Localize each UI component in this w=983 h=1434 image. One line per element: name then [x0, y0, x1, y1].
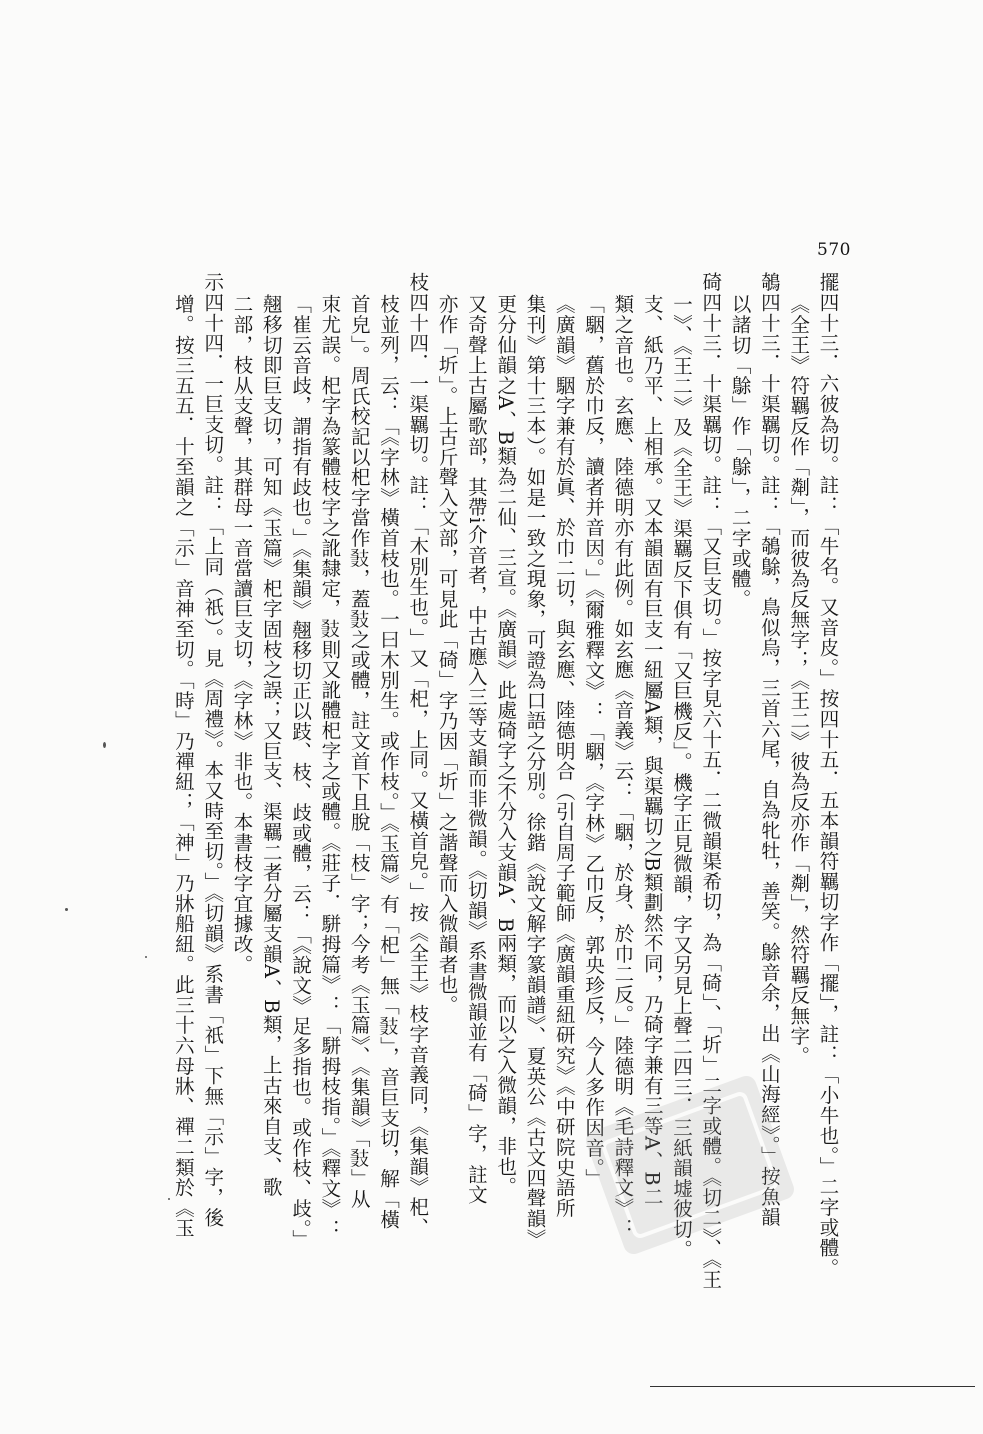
- text-column: 類之音也。玄應、陸德明亦有此例。如玄應《音義》云：「駰，於身、於巾二反。」陸德明《毛詩釋文》：: [611, 294, 635, 1239]
- text-column: 二部，枝从支聲，其群母一音當讀巨支切，《字林》非也。本書枝字宜據改。: [230, 294, 254, 975]
- scan-speck: [168, 1198, 170, 1200]
- text-column: 枝並列，云：「《字林》橫首枝也。一曰木別生。或作枝。」《玉篇》有「𣏌」無「𢻍」，音巨支切，解「橫: [377, 294, 400, 1230]
- text-column: 「崔云音歧，謂指有歧也。」《集韻》翹移切正以跂、枝、歧或體，云：「《說文》足多指也。或作枝、歧。」: [289, 294, 313, 1250]
- text-column: 朿尤誤。𣏌字為篆體枝字之訛隸定，𢻍則又訛體𣏌字之或體。《莊子．駢拇篇》：「駢拇枝指。」《釋文》：: [318, 294, 342, 1240]
- text-column: 首皃」。周氏校記以𣏌字當作𢻍，蓋𢻍之或體，註文首下且脫「枝」字；今考《玉篇》、《集韻》「𢻍」从: [347, 294, 371, 1210]
- text-column: 《全王》符羈反作「㔂」，而彼為反無字；《王二》彼為反亦作「㔂」，然符羈反無字。: [787, 294, 811, 1067]
- text-column: 集刊》第十三本）。如是一致之現象，可證為口語之分別。徐鍇《說文解字篆韻譜》、夏英公《古文四聲韻》: [523, 294, 547, 1249]
- page-number: 570: [817, 240, 851, 260]
- scan-speck: [65, 908, 68, 911]
- scan-speck: [145, 956, 147, 958]
- text-column: 以諸切「鵌」作「鵌」，二字或體。: [728, 294, 752, 610]
- text-column: 一》、《王二》及《全王》渠羈反下俱有「又巨機反」。機字正見微韻，字又另見上聲二四三．三紙韻墟彼切。: [670, 294, 693, 1260]
- scan-speck: [103, 742, 106, 748]
- bottom-rule: [650, 1386, 975, 1387]
- text-column: 支、紙乃平、上相承。又本韻固有巨支一紐屬A類，與渠羈切之B類劃然不同，乃碕字兼有三等A、B二: [640, 294, 664, 1207]
- text-column: 碕四十三．十渠羈切。註：「又巨支切。」按字見六十五．二微韻渠希切，為「碕」、「圻」二字或體。《切二》、《王: [699, 272, 723, 1290]
- text-column: 亦作「圻」。上古斤聲入文部，可見此「碕」字乃因「圻」之諧聲而入微韻者也。: [435, 294, 459, 1016]
- text-column: 更分仙韻之A、B類為二仙、三宣。《廣韻》此處碕字之不分入支韻A、B兩類，而以之入微韻，非也。: [494, 294, 518, 1197]
- text-column: 枝四十四．一渠羈切。註：「木別生也。」又「𣏌，上同。又橫首皃。」按《全王》枝字音義同，《集韻》𣏌、: [406, 272, 430, 1238]
- text-column: 增。按三五五．十至韻之「示」音神至切。「時」乃禪紐；「神」乃牀船紐。此三十六母牀、禪二類於《玉: [171, 294, 195, 1239]
- text-column: 鵸四十三．十渠羈切。註：「鵸鵌，鳥似烏，三首六尾，自為牝牡，善笑。鵌音余，出《山海經》。」按魚韻: [757, 272, 781, 1227]
- text-column: 《廣韻》駰字兼有於眞、於巾二切，與玄應、陸德明合（引自周子範師《廣韻重紐研究》《中研院史語所: [552, 294, 576, 1219]
- text-column: 翹移切即巨支切，可知《玉篇》𣏌字固枝之誤；又巨支、渠羈二者分屬支韻A、B類，上古來自支、歌: [259, 294, 283, 1197]
- text-column: 示四十四．一巨支切。註：「上同（祇）。見《周禮》。本又時至切。」《切韻》系書「祇」下無「示」字，後: [201, 272, 225, 1228]
- text-column: 擺四十三．六彼為切。註：「牛名。又音皮。」按四十五．五本韻符羈切字作「擺」，註：「小牛也。」二字或體。: [816, 272, 840, 1279]
- text-column: 又奇聲上古屬歌部，其帶i介音者，中古應入三等支韻而非微韻。《切韻》系書微韻並有「碕」字，註文: [464, 294, 488, 1205]
- text-column: 「駰，舊於巾反，讀者并音因。」《爾雅釋文》：「駰，《字林》乙巾反，郭央珍反，今人多作因音。」: [582, 294, 606, 1189]
